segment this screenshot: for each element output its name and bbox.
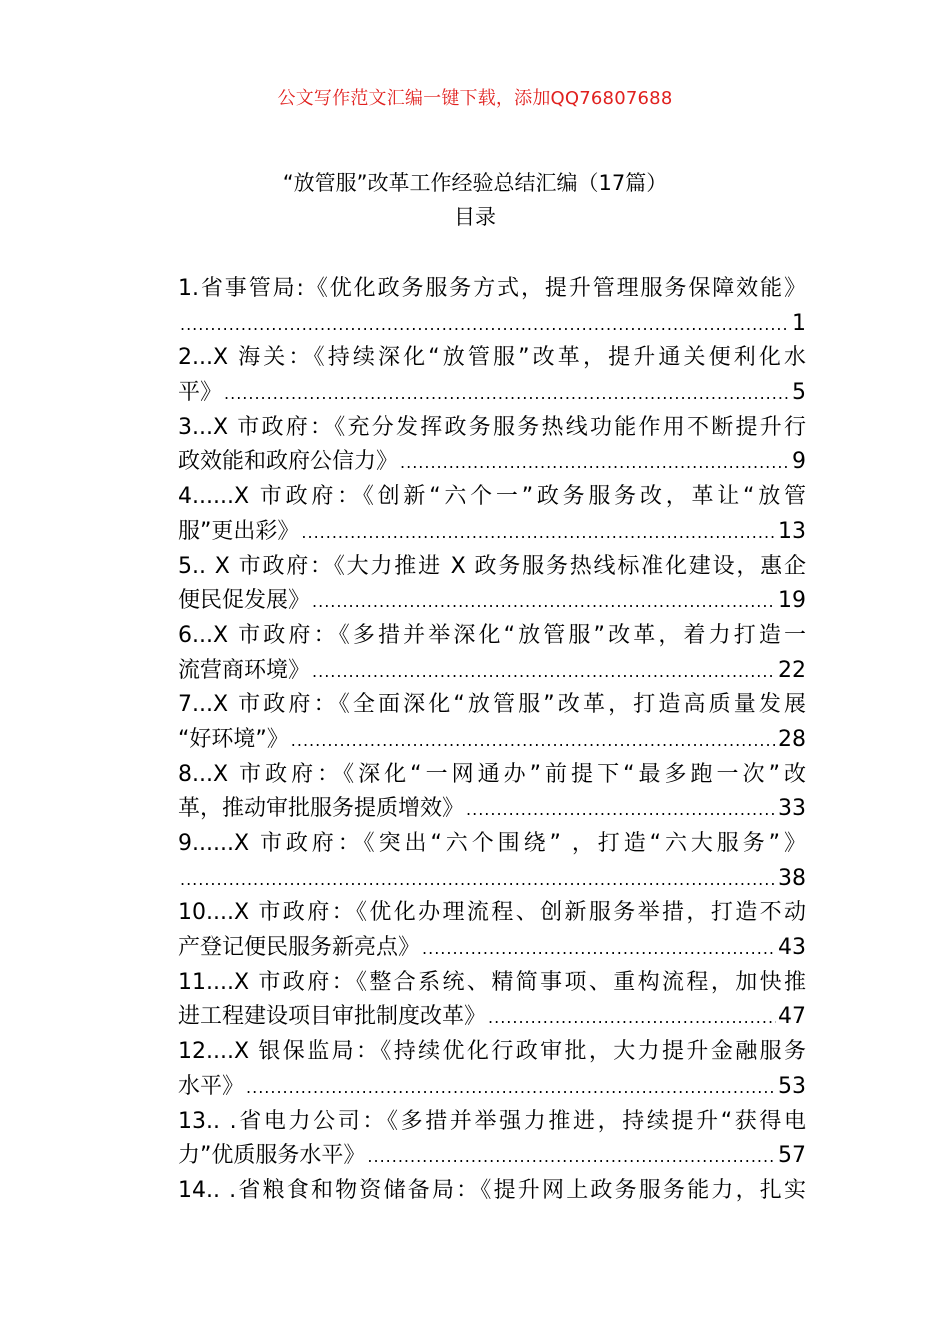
toc-page-number: 28 xyxy=(778,726,806,752)
toc-entry-leader xyxy=(178,931,806,966)
toc-entry-title: 10....X 市政府：《优化办理流程、创新服务举措，打造不动 xyxy=(178,900,806,926)
toc-page-number: 9 xyxy=(792,449,806,475)
toc-entry-title: 12....X 银保监局：《持续优化行政审批，大力提升金融服务 xyxy=(178,1039,806,1065)
toc-page-number: 53 xyxy=(778,1073,806,1099)
toc-entry-title-cont: 水平》 xyxy=(178,1073,245,1099)
toc-page-number: 1 xyxy=(792,310,806,336)
toc-entry-leader xyxy=(178,445,806,480)
toc-entry-leader xyxy=(178,654,806,689)
toc-page-number: 19 xyxy=(778,588,806,614)
toc-entry-title-cont: 进工程建设项目审批制度改革》 xyxy=(178,1004,487,1030)
toc-page-number: 47 xyxy=(778,1004,806,1030)
toc-entry-leader xyxy=(178,1070,806,1105)
toc-page-number: 13 xyxy=(778,518,806,544)
toc-page-number: 57 xyxy=(778,1143,806,1169)
toc-entry-title-cont: 平》 xyxy=(178,380,223,406)
toc-entry-leader xyxy=(178,723,806,758)
toc-entry-title: 9......X 市政府：《突出“六个围绕” ，打造“六大服务”》 xyxy=(178,831,806,856)
toc-entry-leader xyxy=(178,307,806,342)
toc-entry-title-cont: 革，推动审批服务提质增效》 xyxy=(178,796,465,822)
toc-entry-title: 6...X 市政府：《多措并举深化“放管服”改革，着力打造一 xyxy=(178,622,806,648)
toc-entry-title-cont: 政效能和政府公信力》 xyxy=(178,449,399,475)
toc-entry-leader xyxy=(178,792,806,827)
dot-leader xyxy=(422,932,776,966)
toc-entry-title: 13.. .省电力公司：《多措并举强力推进，持续提升“获得电 xyxy=(178,1108,806,1134)
toc-entry-leader xyxy=(178,862,806,897)
document-title: “放管服”改革工作经验总结汇编（17篇） xyxy=(282,171,668,195)
toc-entry-title: 5.. X 市政府：《大力推进 X 政务服务热线标准化建设，惠企 xyxy=(178,553,806,579)
toc-entry-leader xyxy=(178,584,806,619)
toc-page-number: 33 xyxy=(778,796,806,822)
dot-leader xyxy=(180,863,776,897)
toc-entry-title-cont: 产登记便民服务新亮点》 xyxy=(178,935,421,961)
dot-leader xyxy=(180,308,790,342)
toc-entry-title: 4......X 市政府：《创新“六个一”政务服务改，革让“放管 xyxy=(178,484,806,510)
toc-entry-title-cont: 便民促发展》 xyxy=(178,588,311,614)
dot-leader xyxy=(312,655,776,689)
dot-leader xyxy=(466,793,776,827)
toc-entry-title: 8...X 市政府：《深化“一网通办”前提下“最多跑一次”改 xyxy=(178,761,806,787)
toc-page-number: 38 xyxy=(778,865,806,891)
dot-leader xyxy=(367,1140,776,1174)
table-of-contents xyxy=(178,272,806,1209)
toc-entry-leader xyxy=(178,515,806,550)
toc-page-number: 5 xyxy=(792,380,806,406)
toc-entry-leader xyxy=(178,376,806,411)
dot-leader xyxy=(488,1001,776,1035)
toc-entry-title-cont: “好环境”》 xyxy=(178,726,289,752)
toc-entry-title: 7...X 市政府：《全面深化“放管服”改革，打造高质量发展 xyxy=(178,692,806,718)
toc-heading: 目录 xyxy=(454,205,496,229)
dot-leader xyxy=(224,377,790,411)
toc-page-number: 22 xyxy=(778,657,806,683)
promo-banner: 公文写作范文汇编一键下载，添加QQ76807688 xyxy=(277,88,673,109)
toc-entry-title: 1.省事管局:《优化政务服务方式，提升管理服务保障效能》 xyxy=(178,276,806,301)
toc-entry-leader xyxy=(178,1139,806,1174)
toc-entry-title-cont: 服”更出彩》 xyxy=(178,518,300,544)
toc-entry-leader xyxy=(178,1000,806,1035)
toc-entry-title: 14.. .省粮食和物资储备局：《提升网上政务服务能力，扎实 xyxy=(178,1177,806,1203)
dot-leader xyxy=(246,1071,776,1105)
toc-entry-title-cont: 力”优质服务水平》 xyxy=(178,1143,366,1169)
toc-entry-title: 11....X 市政府：《整合系统、精简事项、重构流程，加快推 xyxy=(178,969,806,995)
dot-leader xyxy=(301,516,776,550)
dot-leader xyxy=(291,724,776,758)
toc-entry-title: 3...X 市政府：《充分发挥政务服务热线功能作用不断提升行 xyxy=(178,414,806,440)
dot-leader xyxy=(312,585,776,619)
toc-entry-title-cont: 流营商环境》 xyxy=(178,657,311,683)
toc-page-number: 43 xyxy=(778,935,806,961)
toc-entry-title: 2...X 海关：《持续深化“放管服”改革，提升通关便利化水 xyxy=(178,345,806,371)
dot-leader xyxy=(400,446,790,480)
